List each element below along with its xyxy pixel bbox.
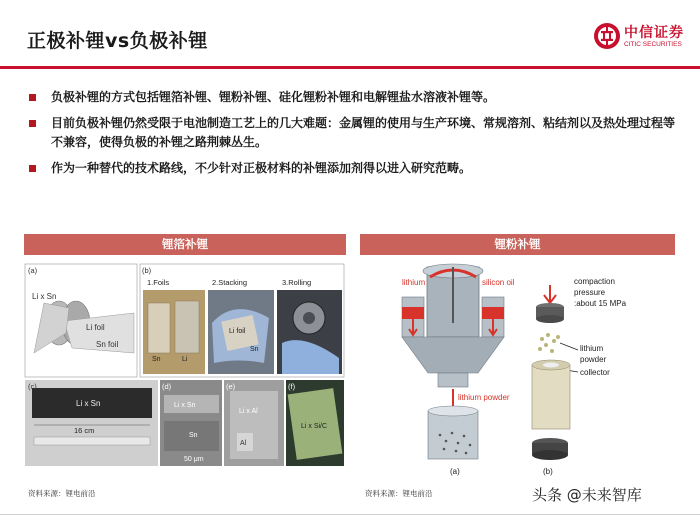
footer-divider <box>0 514 700 515</box>
subfig-label-b: (b) <box>142 266 152 275</box>
panel-lithium-foil <box>24 234 346 255</box>
label-lixsn-a: Li x Sn <box>32 292 57 301</box>
label-50um: 50 μm <box>184 456 204 463</box>
label-compaction: compaction <box>574 277 615 286</box>
logo-chinese-name: 中信证券 <box>624 25 684 41</box>
label-li-foil-b: Li foil <box>229 328 246 335</box>
citic-logo <box>593 20 693 56</box>
label-lithium: lithium <box>402 278 426 287</box>
subfig-label-c: (c) <box>28 382 37 391</box>
subfig-label-a-right: (a) <box>450 467 460 476</box>
label-lithium-powder: lithium powder <box>458 393 510 402</box>
label-silicon-oil: silicon oil <box>482 278 515 287</box>
source-note-right: 资料来源：锂电前沿 <box>365 489 433 498</box>
bullet-marker-icon <box>29 165 36 172</box>
bullet-text: 目前负极补锂仍然受限于电池制造工艺上的几大难题：金属锂的使用与生产环境、常规溶剂、粘结剂以及热处理过程等不兼容，使得负极的补锂之路荆棘丛生。 <box>51 116 676 149</box>
slide-title: 正极补锂vs负极补锂 <box>27 30 208 52</box>
label-sn-b2: Sn <box>250 346 259 353</box>
bullet-item <box>29 114 679 152</box>
label-lixsic-f: Li x Si/C <box>301 423 328 430</box>
bullet-marker-icon <box>29 120 36 127</box>
label-lixsn-d: Li x Sn <box>174 402 196 409</box>
label-sn-d: Sn <box>189 432 198 439</box>
label-lixsn-c: Li x Sn <box>76 399 101 408</box>
subfig-label-b-right: (b) <box>543 467 553 476</box>
lithium-foil-figure <box>24 263 346 468</box>
label-15mpa: :about 15 MPa <box>574 299 627 308</box>
bullet-text: 负极补锂的方式包括锂箔补锂、锂粉补锂、硅化锂粉补锂和电解锂盐水溶液补锂等。 <box>51 90 496 104</box>
label-16cm: 16 cm <box>74 426 95 435</box>
label-sn-foil-a: Sn foil <box>96 340 119 349</box>
label-li-b: Li <box>182 356 188 363</box>
panel-title-lithium-foil: 锂箔补锂 <box>24 234 346 255</box>
lithium-powder-figure <box>360 263 675 478</box>
bullet-list <box>29 88 679 185</box>
slide-header <box>0 0 700 68</box>
step-rolling: 3.Rolling <box>282 278 312 287</box>
label-powder-b: powder <box>580 355 607 364</box>
label-al-e: Al <box>240 440 247 447</box>
label-lixal-e: Li x Al <box>239 408 258 415</box>
bullet-text: 作为一种替代的技术路线，不少针对正极材料的补锂添加剂得以进入研究范畴。 <box>51 161 472 175</box>
bullet-marker-icon <box>29 94 36 101</box>
source-note-left: 资料来源：锂电前沿 <box>28 489 96 498</box>
bullet-item <box>29 159 679 178</box>
step-stacking: 2.Stacking <box>212 278 248 287</box>
label-pressure: pressure <box>574 288 606 297</box>
subfig-label-d: (d) <box>162 382 172 391</box>
label-li-foil-a: Li foil <box>86 323 105 332</box>
step-foils: 1.Foils <box>147 278 170 287</box>
label-lithium-b: lithium <box>580 344 604 353</box>
subfig-label-a: (a) <box>28 266 38 275</box>
label-sn-b: Sn <box>152 356 161 363</box>
toutiao-watermark: 头条 @未来智库 <box>532 486 642 504</box>
panel-title-lithium-powder: 锂粉补锂 <box>360 234 675 255</box>
header-divider <box>0 66 700 69</box>
lithium-powder-illustration <box>360 263 675 478</box>
subfig-label-f: (f) <box>288 382 296 391</box>
citic-logo-icon <box>593 22 621 50</box>
logo-english-name: CITIC SECURITIES <box>624 41 682 48</box>
bullet-item <box>29 88 679 107</box>
lithium-foil-illustration <box>24 263 346 468</box>
subfig-label-e: (e) <box>226 382 236 391</box>
label-collector: collector <box>580 368 610 377</box>
panel-lithium-powder <box>360 234 675 255</box>
